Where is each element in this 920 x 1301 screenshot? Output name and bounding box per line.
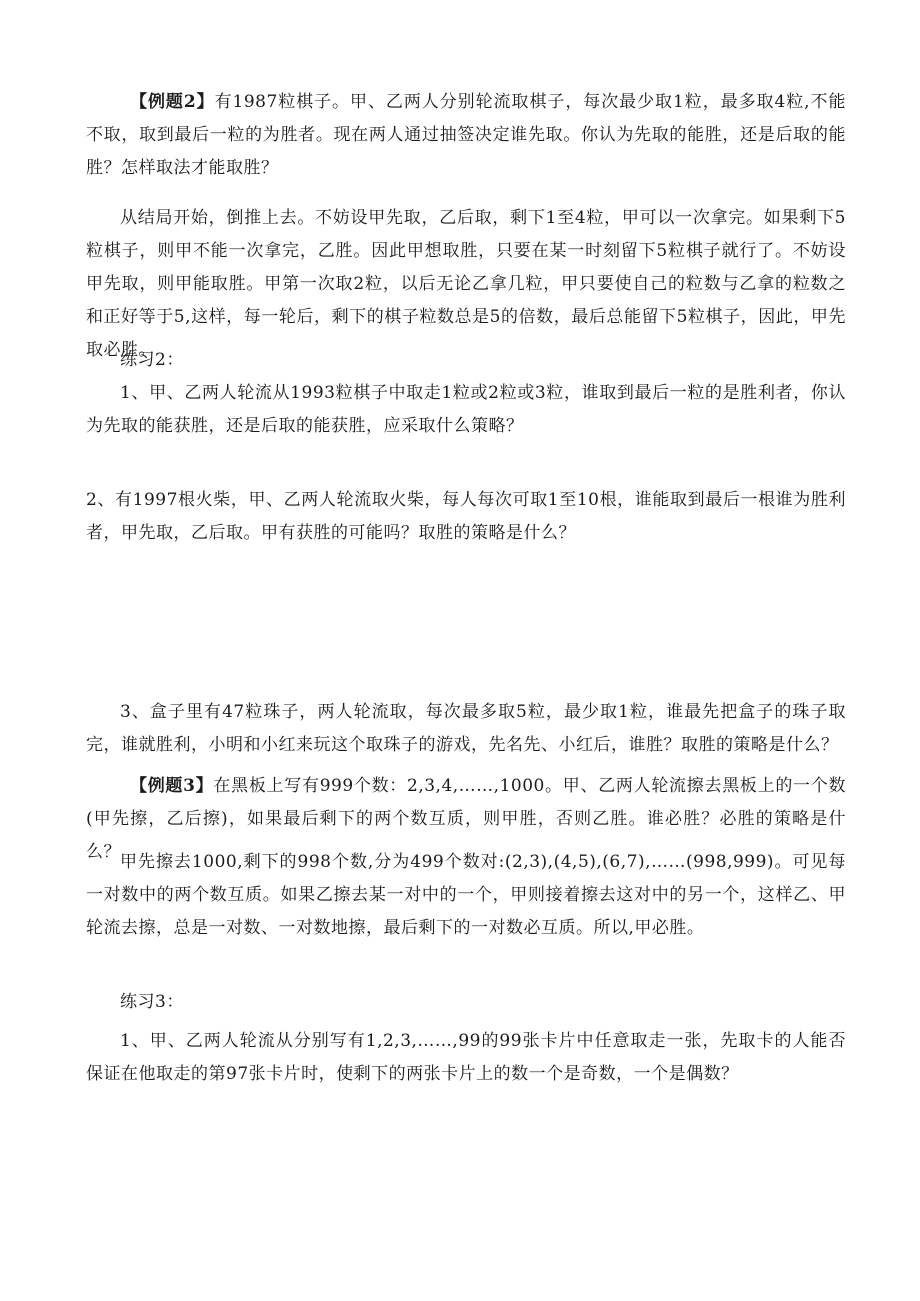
exercise2-question-2: 2、有1997根火柴，甲、乙两人轮流取火柴，每人每次可取1至10根，谁能取到最后一根谁为胜利者，甲先取，乙后取。甲有获胜的可能吗？取胜的策略是什么？ xyxy=(86,490,846,543)
example2-label: 【例题2】 xyxy=(130,92,215,112)
example3-problem-text: 在黑板上写有999个数：2,3,4,……,1000。甲、乙两人轮流擦去黑板上的一个数(甲先擦，乙后擦)，如果最后剩下的两个数互质，则甲胜，否则乙胜。谁必胜？必胜的策略是什么？ xyxy=(86,776,846,862)
example3-label: 【例题3】 xyxy=(130,776,214,796)
example2-problem-text: 有1987粒棋子。甲、乙两人分别轮流取棋子，每次最少取1粒，最多取4粒,不能不取，取到最后一粒的为胜者。现在两人通过抽签决定谁先取。你认为先取的能胜，还是后取的能胜？怎样取法才能取胜？ xyxy=(86,92,846,178)
example2-solution-paragraph: 从结局开始，倒推上去。不妨设甲先取，乙后取，剩下1至4粒，甲可以一次拿完。如果剩下5粒棋子，则甲不能一次拿完，乙胜。因此甲想取胜，只要在某一时刻留下5粒棋子就行了。不妨设甲先取，则甲能取胜。甲第一次取2粒，以后无论乙拿几粒，甲只要使自己的粒数与乙拿的粒数之和正好等于5,这样，每一轮后，剩下的棋子粒数总是5的倍数，最后总能留下5粒棋子，因此，甲先取必胜。 xyxy=(86,208,846,360)
exercise2-question-3: 3、盒子里有47粒珠子，两人轮流取，每次最多取5粒，最少取1粒，谁最先把盒子的珠子取完，谁就胜利，小明和小红来玩这个取珠子的游戏，先名先、小红后，谁胜？取胜的策略是什么？ xyxy=(86,702,846,755)
exercise2-question-1: 1、甲、乙两人轮流从1993粒棋子中取走1粒或2粒或3粒，谁取到最后一粒的是胜利者，你认为先取的能获胜，还是后取的能获胜，应采取什么策略？ xyxy=(86,383,846,436)
example3-solution-paragraph: 甲先擦去1000,剩下的998个数,分为499个数对:(2,3),(4,5),(6,7),……(998,999)。可见每一对数中的两个数互质。如果乙擦去某一对中的一个，甲则接着擦去这对中的另一个，这样乙、甲轮流去擦，总是一对数、一对数地擦，最后剩下的一对数必互质。所以,甲必胜。 xyxy=(86,852,846,938)
exercise2-heading: 练习2： xyxy=(120,350,184,370)
exercise3-question-1: 1、甲、乙两人轮流从分别写有1,2,3,……,99的99张卡片中任意取走一张，先取卡的人能否保证在他取走的第97张卡片时，使剩下的两张卡片上的数一个是奇数，一个是偶数？ xyxy=(86,1031,846,1084)
exercise3-heading: 练习3： xyxy=(120,992,184,1012)
example2-problem-paragraph xyxy=(86,86,846,185)
